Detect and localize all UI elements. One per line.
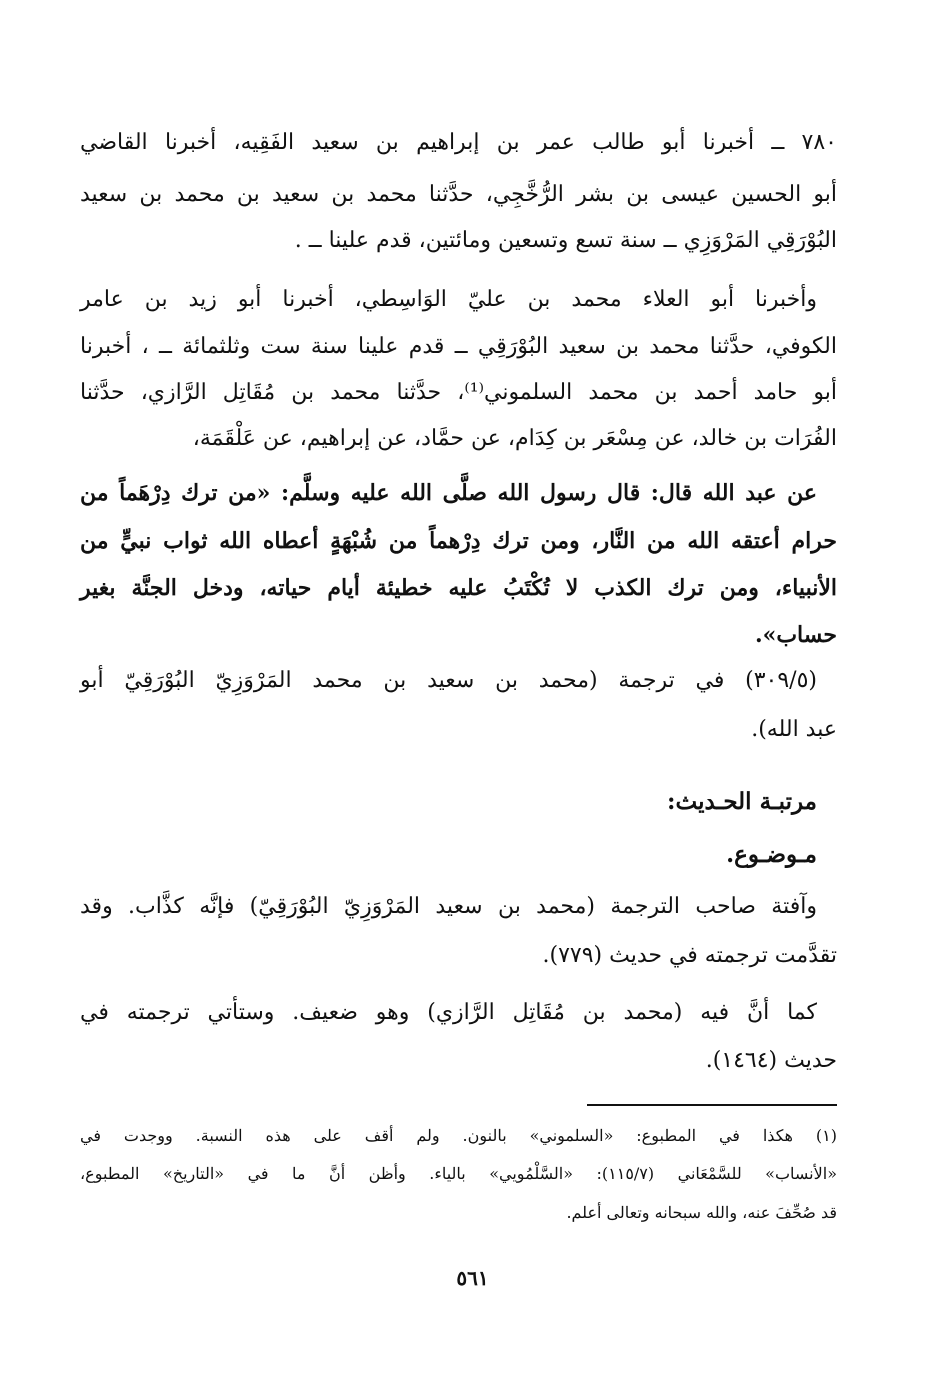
text-line: الكوفي، حدَّثنا محمد بن سعيد البُوْرَقِي ــ قدم علينا سنة ست وثلثمائة ــ ، أخبرنا (80, 334, 837, 359)
footnote-line: (١) هكذا في المطبوع: «السلموني» بالنون. ولم أقف على هذه النسبة. ووجدت في (80, 1126, 837, 1145)
text-line: الأنبياء، ومن ترك الكذب لا تُكْتَبُ عليه خطيئة أيام حياته، ودخل الجنَّة بغير (80, 575, 837, 601)
text-line: البُوْرَقِي المَرْوَزِي ــ سنة تسع وتسعين ومائتين، قدم علينا ــ . (294, 228, 837, 253)
text-line: تقدَّمت ترجمته في حديث (٧٧٩). (542, 943, 837, 968)
text-line: عن عبد الله قال: قال رسول الله صلَّى الله عليه وسلَّم: «من ترك دِرْهَماً من (80, 480, 817, 506)
text-line: ٧٨٠ ــ أخبرنا أبو طالب عمر بن إبراهيم بن سعيد الفَقِيه، أخبرنا القاضي (80, 130, 837, 155)
text-line: (٣٠٩/٥) في ترجمة (محمد بن سعيد بن محمد المَرْوَزِيّ البُوْرَقِيّ أبو (80, 668, 817, 693)
text-line: كما أنَّ فيه (محمد بن مُقَاتِل الرَّازي) وهو ضعيف. وستأتي ترجمته في (80, 1000, 817, 1025)
text-line: حرام أعتقه الله من النَّار، ومن ترك دِرْهماً من شُبْهَةٍ أعطاه الله ثواب نبيٍّ من (80, 528, 837, 554)
verdict: مـوضـوع. (726, 841, 817, 868)
footnote-line: قد صُحِّفَ عنه، والله سبحانه وتعالى أعلم. (566, 1203, 837, 1222)
section-heading: مرتبـة الحـديث: (667, 788, 817, 815)
text-line: أبو الحسين عيسى بن بشر الرُّخَّجِي، حدَّثنا محمد بن سعيد بن محمد بن سعيد (80, 182, 837, 207)
footnote-divider (587, 1104, 837, 1106)
text-line: عبد الله). (751, 717, 837, 742)
text-line: حديث (١٤٦٤). (705, 1048, 837, 1073)
page-number: ٥٦١ (456, 1266, 489, 1290)
text-line: وأخبرنا أبو العلاء محمد بن عليّ الوَاسِطي، أخبرنا أبو زيد بن عامر (80, 287, 817, 312)
text-line: الفُرَات بن خالد، عن مِسْعَر بن كِدَام، عن حمَّاد، عن إبراهيم، عن عَلْقَمَة، (192, 426, 837, 451)
text-line: حساب». (754, 622, 837, 648)
text-line: أبو حامد أحمد بن محمد السلموني⁽¹⁾، حدَّثنا محمد بن مُقَاتِل الرَّازي، حدَّثنا (80, 380, 837, 405)
text-line: وآفتة صاحب الترجمة (محمد بن سعيد المَرْوَزِيّ البُوْرَقِيّ) فإنَّه كذَّاب. وقد (80, 894, 817, 919)
footnote-line: «الأنساب» للسَّمْعَاني (١١٥/٧): «السَّلْمُويي» بالياء. وأظن أنَّ ما في «التاريخ» المطبوع، (80, 1164, 837, 1183)
